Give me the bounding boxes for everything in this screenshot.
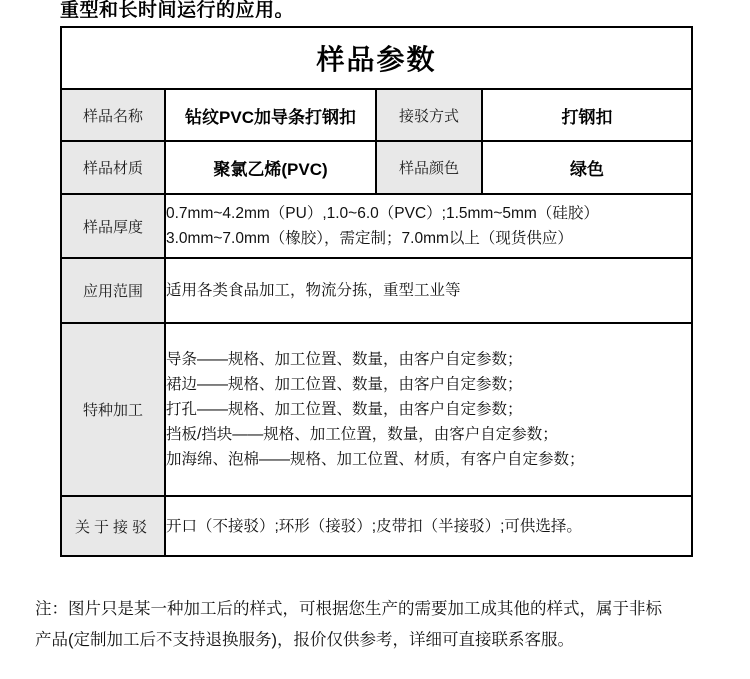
sample-thickness-value <box>165 194 692 258</box>
table-row-about-joint <box>61 496 692 556</box>
special-line-skirt-edge: 裙边——规格、加工位置、数量，由客户自定参数； <box>166 376 523 393</box>
special-line-guide-strip: 导条——规格、加工位置、数量，由客户自定参数； <box>166 351 523 368</box>
footnote-line-2: 产品(定制加工后不支持退换服务)，报价仅供参考，详细可直接联系客服。 <box>35 631 574 649</box>
sample-color-value: 绿色 <box>482 141 692 194</box>
special-line-punching: 打孔——规格、加工位置、数量，由客户自定参数； <box>166 401 523 418</box>
sample-material-value: 聚氯乙烯(PVC) <box>165 141 376 194</box>
special-line-baffle: 挡板/挡块——规格、加工位置，数量，由客户自定参数； <box>166 426 558 443</box>
joint-method-label: 接驳方式 <box>376 89 482 141</box>
sample-name-label: 样品名称 <box>61 89 165 141</box>
thickness-line-2: 3.0mm~7.0mm（橡胶），需定制；7.0mm以上（现货供应） <box>166 230 573 247</box>
special-line-sponge-foam: 加海绵、泡棉——规格、加工位置、材质，有客户自定参数； <box>166 451 585 468</box>
table-row-special-processing <box>61 323 692 496</box>
table-row-application-range <box>61 258 692 323</box>
application-range-label: 应用范围 <box>61 258 165 323</box>
table-title: 样品参数 <box>61 27 692 89</box>
joint-method-value: 打钢扣 <box>482 89 692 141</box>
about-joint-value: 开口（不接驳）;环形（接驳）;皮带扣（半接驳）;可供选择。 <box>165 496 692 556</box>
top-partial-paragraph-clip <box>60 0 294 18</box>
footnote-line-1: 注：图片只是某一种加工后的样式，可根据您生产的需要加工成其他的样式，属于非标 <box>35 600 662 618</box>
sample-parameters-table <box>60 26 693 557</box>
sample-name-value: 钻纹PVC加导条打钢扣 <box>165 89 376 141</box>
special-processing-label: 特种加工 <box>61 323 165 496</box>
sample-color-label: 样品颜色 <box>376 141 482 194</box>
table-row-sample-name <box>61 89 692 141</box>
special-processing-value <box>165 323 692 496</box>
application-range-value: 适用各类食品加工，物流分拣，重型工业等 <box>165 258 692 323</box>
thickness-line-1: 0.7mm~4.2mm（PU）,1.0~6.0（PVC）;1.5mm~5mm（硅胶） <box>166 205 599 222</box>
table-row-sample-material <box>61 141 692 194</box>
sample-material-label: 样品材质 <box>61 141 165 194</box>
table-row-sample-thickness <box>61 194 692 258</box>
footnote <box>35 594 727 656</box>
top-partial-paragraph: 重型和长时间运行的应用。 <box>60 0 295 18</box>
about-joint-label: 关于接驳 <box>61 496 165 556</box>
sample-thickness-label: 样品厚度 <box>61 194 165 258</box>
table-title-row <box>61 27 692 89</box>
